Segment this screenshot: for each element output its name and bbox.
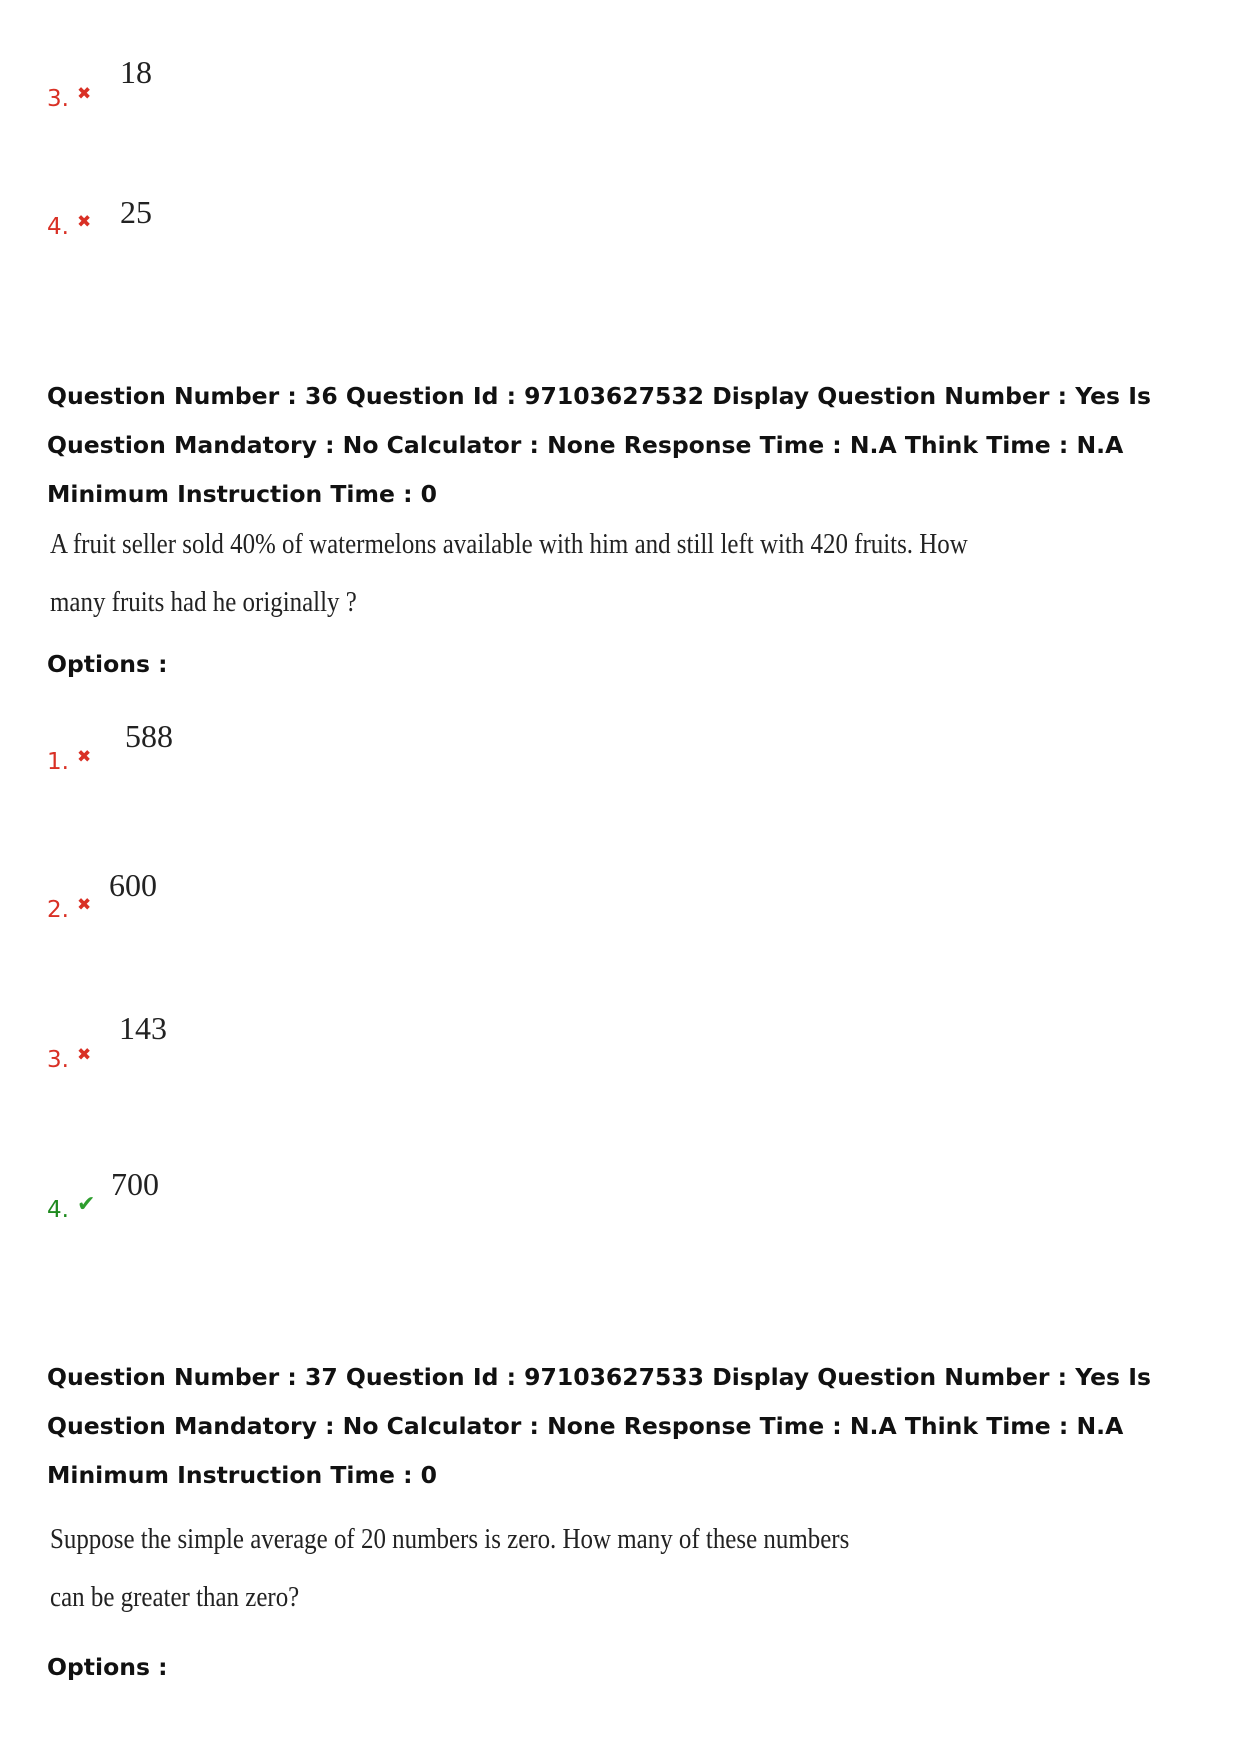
question-text-line: Suppose the simple average of 20 numbers is zero. How many of these numbers (50, 1523, 850, 1555)
options-label: Options : (47, 1653, 168, 1681)
option-value: 700 (111, 1166, 159, 1202)
question-36-text (50, 515, 968, 631)
option-number: 1. (47, 749, 69, 775)
cross-icon: ✖ (77, 84, 92, 104)
option-number: 3. (47, 86, 69, 112)
cross-icon: ✖ (77, 895, 92, 915)
option-value: 143 (119, 1010, 167, 1046)
option-value: 600 (109, 867, 157, 903)
question-37-meta: Question Number : 37 Question Id : 97103627533 Display Question Number : Yes Is Question Mandatory : No Calculator : None Response Time : N.A Think Time : N.A Minimum Instruction Time : 0 (47, 1363, 1151, 1489)
options-label: Options : (47, 650, 168, 678)
question-text-line: A fruit seller sold 40% of watermelons available with him and still left with 420 fruits. How (50, 528, 968, 560)
option-number: 3. (47, 1047, 69, 1073)
cross-icon: ✖ (77, 212, 92, 232)
question-text-line: can be greater than zero? (50, 1581, 300, 1613)
cross-icon: ✖ (77, 747, 92, 767)
check-icon: ✔ (77, 1192, 96, 1217)
question-36-meta: Question Number : 36 Question Id : 97103627532 Display Question Number : Yes Is Question Mandatory : No Calculator : None Response Time : N.A Think Time : N.A Minimum Instruction Time : 0 (47, 382, 1151, 508)
option-number: 2. (47, 897, 69, 923)
option-number: 4. (47, 214, 69, 240)
question-37-text (50, 1510, 858, 1626)
option-value: 25 (120, 194, 152, 230)
cross-icon: ✖ (77, 1045, 92, 1065)
question-text-line: many fruits had he originally ? (50, 586, 357, 618)
option-number: 4. (47, 1197, 69, 1223)
option-value: 18 (120, 54, 152, 90)
option-value: 588 (125, 718, 173, 754)
